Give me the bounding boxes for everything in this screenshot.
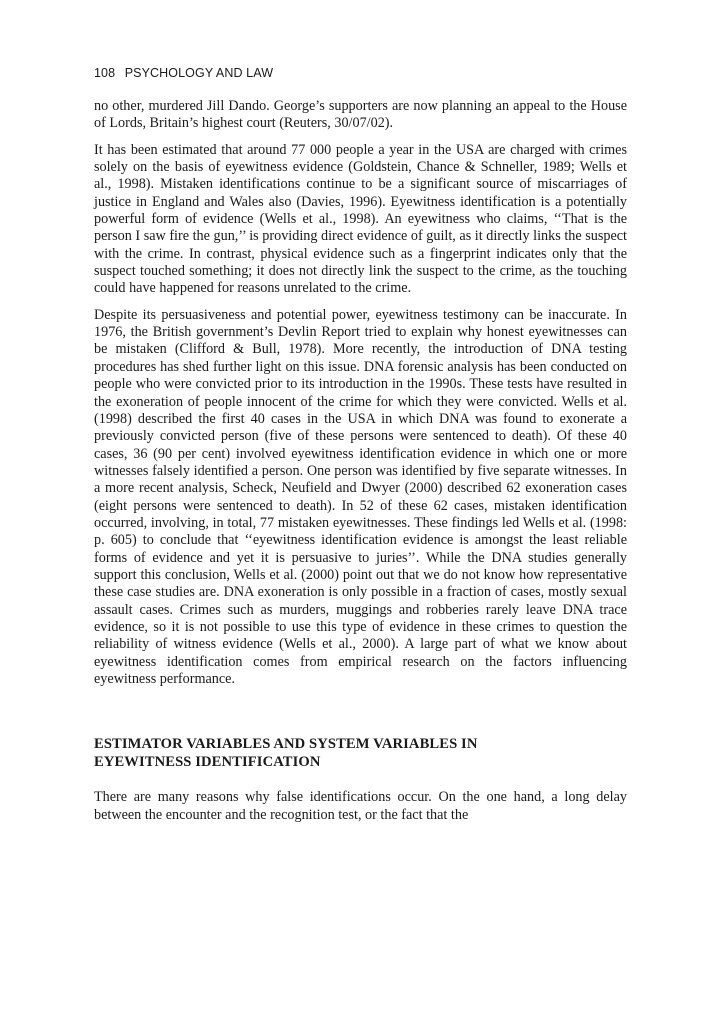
paragraph-eyewitness-estimate: It has been estimated that around 77 000 people a year in the USA are charged with crimes solely on the basis of eyewitness evidence (Goldstein, Chance & Schneller, 1989; Wells et al., 1998). Mistaken identifications continue to be a significant source of miscarriages of justice in England and Wales also (Davies, 1996). Eyewitness identification is a potentially powerful form of evidence (Wells et al., 1998). An eyewitness who claims, ‘‘That is the person I saw fire the gun,’’ is providing direct evidence of guilt, as it directly links the suspect with the crime. In contrast, physical evidence such as a fingerprint indicates only that the suspect touched something; it does not directly link the suspect to the crime, as the touching could have happened for reasons unrelated to the crime. <box>94 141 627 297</box>
paragraph-continuation: no other, murdered Jill Dando. George’s supporters are now planning an appeal to the House of Lords, Britain’s highest court (Reuters, 30/07/02). <box>94 98 627 132</box>
paragraph-dna-exoneration: Despite its persuasiveness and potential power, eyewitness testimony can be inaccurate. In 1976, the British government’s Devlin Report tried to explain why honest eyewitnesses can be mistaken (Clifford & Bull, 1978). More recently, the introduction of DNA testing procedures has shed further light on this issue. DNA forensic analysis has been conducted on people who were convicted prior to its introduction in the 1990s. These tests have resulted in the exoneration of people innocent of the crime for which they were convicted. Wells et al. (1998) described the first 40 cases in the USA in which DNA was found to exonerate a previously convicted person (five of these persons were sentenced to death). Of these 40 cases, 36 (90 per cent) involved eyewitness identification evidence in which one or more witnesses falsely identified a person. One person was identified by five separate witnesses. In a more recent analysis, Scheck, Neufield and Dwyer (2000) described 62 exoneration cases (eight persons were sentenced to death). In 52 of these 62 cases, mistaken identification occurred, involving, in total, 77 mistaken eyewitnesses. These findings led Wells et al. (1998: p. 605) to conclude that ‘‘eyewitness identification evidence is amongst the least reliable forms of evidence and yet it is persuasive to juries’’. While the DNA studies generally support this conclusion, Wells et al. (2000) point out that we do not know how representative these case studies are. DNA exoneration is only possible in a fraction of cases, mostly sexual assault cases. Crimes such as murders, muggings and robberies rarely leave DNA trace evidence, so it is not possible to use this type of evidence in these crimes to question the reliability of witness evidence (Wells et al., 2000). A large part of what we know about eyewitness identification comes from empirical research on the factors influencing eyewitness performance. <box>94 306 627 687</box>
book-page <box>94 66 627 833</box>
section-heading <box>94 735 627 771</box>
running-head <box>94 66 627 80</box>
section-heading-line-2: EYEWITNESS IDENTIFICATION <box>94 754 321 771</box>
paragraph-false-identifications: There are many reasons why false identifications occur. On the one hand, a long delay between the encounter and the recognition test, or the fact that the <box>94 789 627 823</box>
page-number: 108 <box>94 66 116 80</box>
running-head-title: PSYCHOLOGY AND LAW <box>124 66 274 80</box>
section-heading-line-1: ESTIMATOR VARIABLES AND SYSTEM VARIABLES IN <box>94 736 478 753</box>
